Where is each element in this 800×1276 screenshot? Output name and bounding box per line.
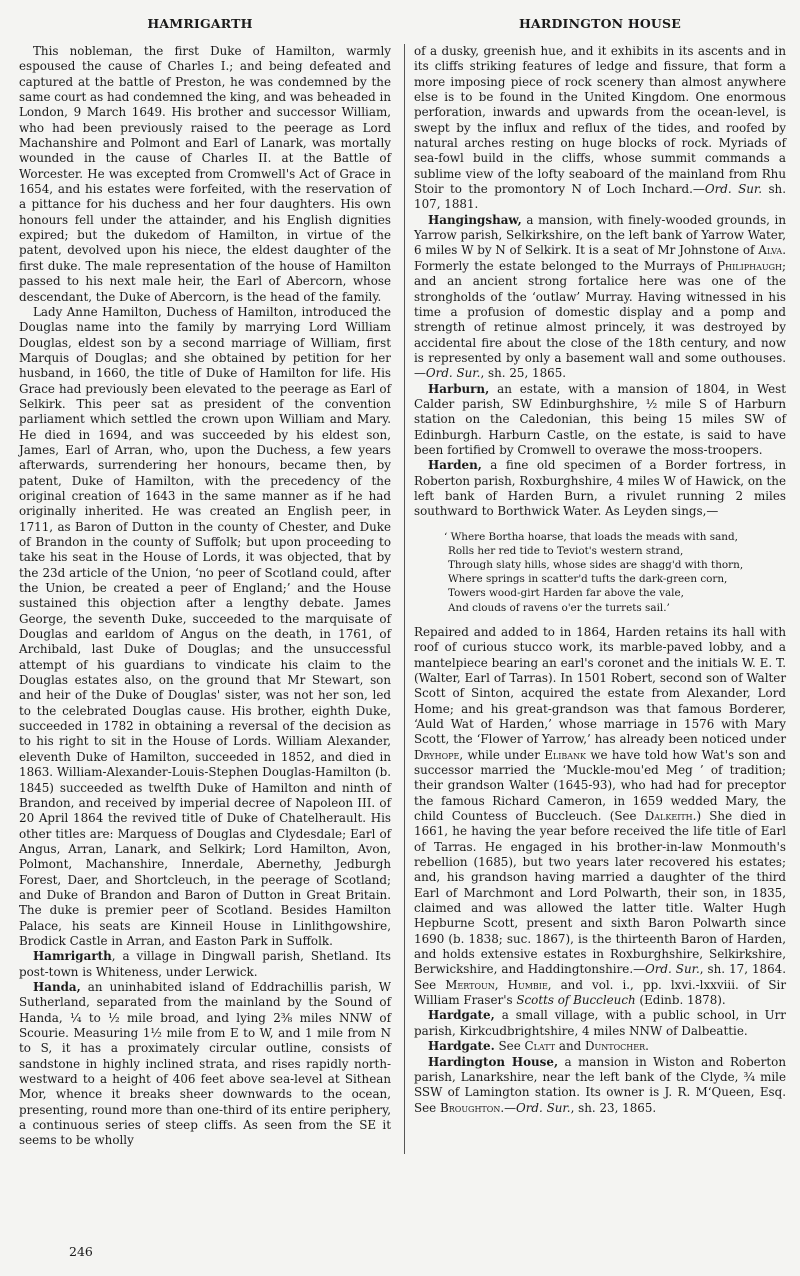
entry-body: an uninhabited island of Eddrachillis parish, W Sutherland, separated from the mainland by the Sound of Handa, ¼ to ½ mile broad, and lying 2⅜ miles NNW of Scourie. Measuring 1½ mile from E to W, and 1 mile from N to S, it has a proximately circular outline, consists of sandstone in highly inclined strata, and rises rapidly north-westward to a height of 406 feet above sea-level at Sithean Mor, whence it breaks sheer downwards to the ocean, presenting, round more than one-third of its entire periphery, a continuous series of steep cliffs. As seen from the SE it seems to be wholly: [19, 979, 391, 1148]
survey-reference: Ord. Sur.: [704, 182, 763, 197]
entry-body: , sh. 17, 1864. See: [414, 962, 786, 992]
poem-line: Where springs in scatter'd tufts the dark-green corn,: [448, 573, 728, 586]
survey-reference: Ord. Sur.: [645, 962, 700, 977]
book-title: Scotts of Buccleuch: [516, 993, 636, 1008]
entry-hamrigarth: [19, 949, 391, 980]
entry-body: we have told how Wat's son and successor married the ‘Muckle-mou'ed Meg ’ of tradition; their grandson Walter (1645-93), who had had for preceptor the famous Richard Cameron, in 1659 wedded Mary, the child Countess of Buccleuch. (See: [414, 747, 786, 823]
entry-headword: Hardgate,: [428, 1008, 495, 1023]
entry-headword: Hamrigarth: [33, 949, 112, 964]
entry-body: .) She died in 1661, he having the year before received the life title of Earl of Tarras. He engaged in his brother-in-law Monmouth's rebellion (1685), but two years later recovered his estates; and, his grandson having married a daughter of the third Earl of Marchmont and Lord Polwarth, their son, in 1835, claimed and was allowed the latter title. Walter Hugh Hepburne Scott, present and sixth Baron Polwarth since 1690 (b. 1838; suc. 1867), is the thirteenth Baron of Harden, and holds extensive estates in Roxburghshire, Selkirkshire, Berwickshire, and Haddingtonshire.—: [414, 809, 786, 977]
entry-body: , sh. 25, 1865.: [480, 366, 567, 381]
cross-reference-philiphaugh[interactable]: Philiphaugh: [717, 258, 782, 273]
entry-body: ; and an ancient strong fortalice here was one of the strongholds of the ‘outlaw’ Murray. Having witnessed in his time a profusion of domestic display and a pomp and strength of retinue almost princely, it was destroyed by accidental fire about the close of the 18th century, and now is represented by only a basement wall and some outhouses.—: [414, 258, 786, 381]
entry-body: , and vol. i., pp. lxvi.-lxxviii. of Sir William Fraser's: [414, 977, 787, 1008]
cross-reference-duntocher[interactable]: Duntocher: [585, 1039, 646, 1054]
entry-body: sh. 107, 1881.: [414, 182, 786, 212]
entry-headword: Hangingshaw,: [428, 212, 522, 227]
poem-line: Towers wood-girt Harden far above the vale,: [448, 587, 684, 600]
entry-headword: Harburn,: [428, 381, 490, 396]
entry-body: a mansion, with finely-wooded grounds, in Yarrow parish, Selkirkshire, on the left bank of Yarrow Water, 6 miles W by N of Selkirk. It is a seat of Mr Johnstone of: [414, 212, 786, 258]
entry-body: . Formerly the estate belonged to the Murrays of: [414, 243, 786, 273]
running-head-left: HAMRIGARTH: [147, 16, 253, 31]
entry-body: See: [494, 1039, 525, 1054]
entry-body: Repaired and added to in 1864, Harden retains its hall with roof of curious stucco work, its marble-paved lobby, and a mantelpiece bearing an earl's coronet and the initials W. E. T. (Walter, Earl of Tarras). In 1501 Robert, second son of Walter Scott of Sinton, acquired the estate from Alexander, Lord Home; and his great-grandson was that famous Borderer, ‘Auld Wat of Harden,’ whose marriage in 1576 with Mary Scott, the ‘Flower of Yarrow,’ has already been noticed under: [414, 624, 786, 747]
cross-reference-clatt[interactable]: Clatt: [524, 1039, 556, 1054]
entry-harburn: [414, 382, 786, 459]
poem-line: Rolls her red tide to Teviot's western strand,: [448, 544, 684, 557]
paragraph-lady-anne-hamilton: Lady Anne Hamilton, Duchess of Hamilton, introduced the Douglas name into the family by marrying Lord William Douglas, eldest son by a second marriage of William, first Marquis of Douglas; and she obtained by petition for her husband, in 1660, the title of Duke of Hamilton for life. His Grace had previously been elevated to the peerage as Earl of Selkirk. This peer sat as president of the convention parliament which settled the crown upon William and Mary. He died in 1694, and was succeeded by his eldest son, James, Earl of Arran, who, upon the Duchess, a few years afterwards, surrendering her honours, became then, by patent, Duke of Hamilton, with the precedency of the original creation of 1643 in the same manner as if he had originally inherited. He was created an English peer, in 1711, as Baron of Dutton in the county of Chester, and Duke of Brandon in the county of Suffolk; but upon proceeding to take his seat in the House of Lords, it was objected, that by the 23d article of the Union, ‘no peer of Scotland could, after the Union, be created a peer of England;’ and the House sustained this objection after a lengthy debate. James George, the seventh Duke, succeeded to the marquisate of Douglas and earldom of Angus on the death, in 1761, of Archibald, last Duke of Douglas; and the unsuccessful attempt of his guardians to vindicate his claim to the Douglas estates also, on the ground that Mr Stewart, son and heir of the Duke of Douglas' sister, was not her son, led to the celebrated Douglas cause. His brother, eighth Duke, succeeded in 1782 in obtaining a reversal of the decision as to his right to sit in the House of Lords. William Alexander, eleventh Duke of Hamilton, succeeded in 1852, and died in 1863. William-Alexander-Louis-Stephen Douglas-Hamilton (b. 1845) succeeded as twelfth Duke of Hamilton and ninth of Brandon, and received by imperial decree of Napoleon III. of 20 April 1864 the revived title of Duke of Chatelherault. His other titles are: Marquess of Douglas and Clydesdale; Earl of Angus, Arran, Lanark, and Selkirk; Lord Hamilton, Avon, Polmont, Machanshire, Innerdale, Abernethy, Jedburgh Forest, Daer, and Shortcleuch, in the peerage of Scotland; and Duke of Brandon and Baron of Dutton in Great Britain. The duke is premier peer of Scotland. Besides Hamilton Palace, his seats are Kinneil House in Linlithgowshire, Brodick Castle in Arran, and Easton Park in Suffolk.: [19, 304, 391, 948]
entry-body: , while under: [459, 747, 545, 762]
entry-body: , sh. 23, 1865.: [570, 1100, 657, 1115]
cross-reference-humbie[interactable]: Humbie: [507, 977, 548, 992]
entry-body: (Edinb. 1878).: [635, 993, 726, 1008]
paragraph-hamilton-dukes: This nobleman, the first Duke of Hamilton, warmly espoused the cause of Charles I.; and being defeated and captured at the battle of Preston, he was condemned by the same court as had condemned the king, and was beheaded in London, 9 March 1649. His brother and successor William, who had been previously raised to the peerage as Lord Machanshire and Polmont and Earl of Lanark, was mortally wounded in the cause of Charles II. at the Battle of Worcester. He was excepted from Cromwell's Act of Grace in 1654, and his estates were forfeited, with the reservation of a pittance for his duchess and her four daughters. His own honours fell under the attainder, and his English dignities expired; but the dukedom of Hamilton, in virtue of the patent, devolved upon his niece, the eldest daughter of the first duke. The male representation of the house of Hamilton passed to his next male heir, the Earl of Abercorn, whose descendant, the Duke of Abercorn, is the head of the family.: [19, 44, 391, 304]
left-column: [19, 44, 391, 1149]
poem-line: And clouds of ravens o'er the turrets sail.’: [448, 601, 670, 614]
survey-reference: Ord. Sur.: [425, 366, 481, 381]
cross-reference-dryhope[interactable]: Dryhope: [414, 747, 460, 762]
entry-body: and: [555, 1039, 586, 1054]
entry-headword: Hardington House,: [428, 1054, 559, 1069]
entry-body: .—: [500, 1100, 516, 1115]
cross-reference-elibank[interactable]: Elibank: [544, 747, 587, 762]
entry-handa: [19, 980, 391, 1149]
entry-body: an estate, with a mansion of 1804, in West Calder parish, SW Edinburghshire, ½ mile S of Harburn station on the Caledonian, this being 15 miles SW of Edinburgh. Harburn Castle, on the estate, is said to have been fortified by Cromwell to overawe the moss-troopers.: [414, 381, 786, 457]
page-number: 246: [69, 1244, 93, 1259]
entry-body: a mansion in Wiston and Roberton parish, Lanarkshire, near the left bank of the Clyde, ¾ mile SSW of Lamington station. Its owner is J. R. M‘Queen, Esq. See: [414, 1054, 786, 1115]
survey-reference: Ord. Sur.: [516, 1100, 571, 1115]
entry-hardgate-see: [414, 1039, 786, 1054]
cross-reference-dalkeith[interactable]: Dalkeith: [644, 809, 693, 823]
cross-reference-mertoun[interactable]: Mertoun: [445, 977, 495, 992]
cross-reference-alva[interactable]: Alva: [758, 243, 783, 258]
entry-handa-continued: [414, 44, 786, 213]
running-head-right: HARDINGTON HOUSE: [518, 16, 681, 31]
poem-line: Through slaty hills, whose sides are shagg'd with thorn,: [448, 559, 744, 572]
entry-body: a small village, with a public school, in Urr parish, Kirkcudbrightshire, 4 miles NNW of Dalbeattie.: [414, 1008, 786, 1038]
entry-hardgate-village: [414, 1008, 786, 1039]
entry-headword: Harden,: [428, 458, 482, 473]
entry-body: ,: [494, 977, 508, 992]
entry-harden-continued: [414, 625, 786, 1009]
entry-body: a fine old specimen of a Border fortress, in Roberton parish, Roxburghshire, 4 miles W of Hawick, on the left bank of Harden Burn, a rivulet running 2 miles southward to Borthwick Water. As Leyden sings,—: [414, 458, 786, 519]
entry-body: .: [645, 1039, 649, 1054]
entry-headword: Handa,: [33, 979, 81, 994]
entry-harden: [414, 458, 786, 519]
entry-body: , a village in Dingwall parish, Shetland. Its post-town is Whiteness, under Lerwick.: [19, 949, 391, 979]
entry-body: of a dusky, greenish hue, and it exhibits in its ascents and in its cliffs striking features of ledge and fissure, that form a more imposing piece of rock scenery than almost anywhere else is to be found in the United Kingdom. One enormous perforation, inwards and upwards from the ocean-level, is swept by the influx and reflux of the tides, and roofed by natural arches resting on huge blocks of rock. Myriads of sea-fowl build in the cliffs, whose summit commands a sublime view of the lofty seaboard of the mainland from Rhu Stoir to the promontory N of Loch Inchard.—: [414, 44, 786, 197]
column-divider: [404, 44, 405, 1154]
cross-reference-broughton[interactable]: Broughton: [440, 1100, 501, 1115]
entry-hangingshaw: [414, 213, 786, 382]
poem-line: ‘ Where Bortha hoarse, that loads the meads with sand,: [444, 530, 738, 543]
right-column: [414, 44, 786, 1116]
entry-hardington-house: [414, 1055, 786, 1116]
leyden-poem: [444, 530, 786, 615]
entry-headword: Hardgate.: [428, 1039, 495, 1054]
